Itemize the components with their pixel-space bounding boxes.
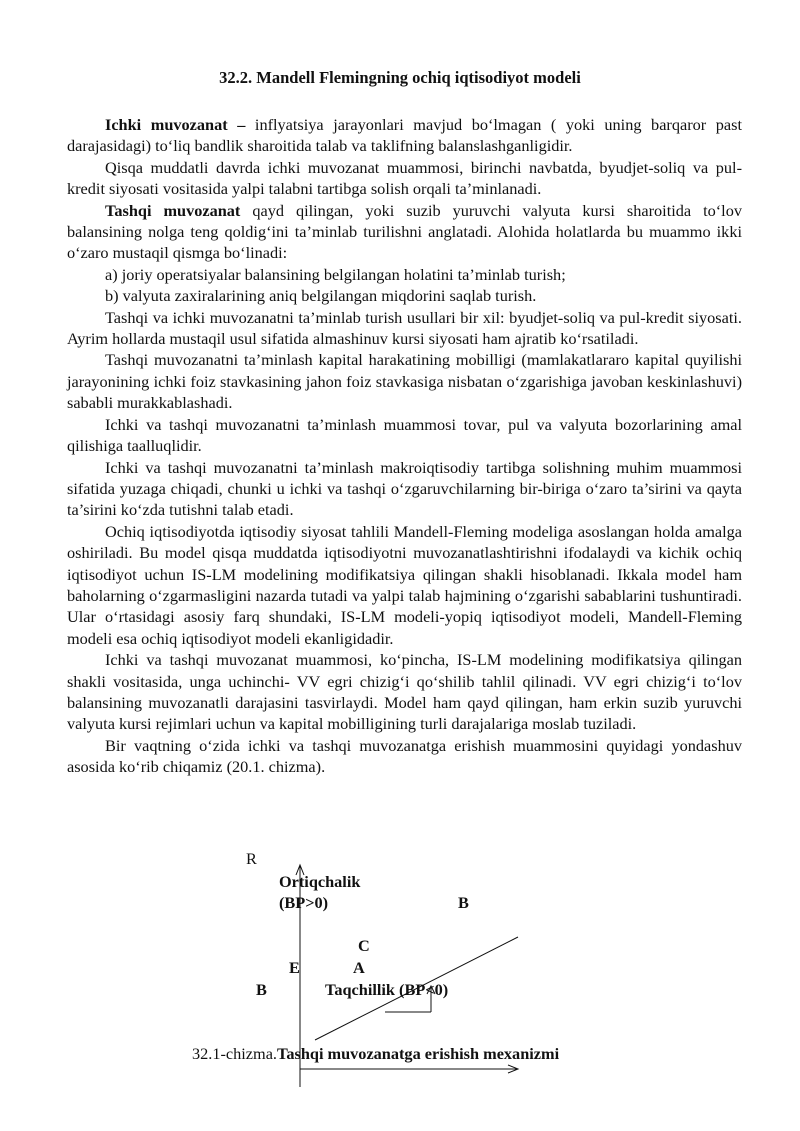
list-item-b: b) valyuta zaxiralarining aniq belgilangan miqdorini saqlab turish. bbox=[105, 286, 537, 306]
paragraph-text: inflyatsiya jarayonlari mavjud bo‘lmagan ( yoki uning barqaror past darajasidagi) to‘liq bandlik sharoitida talab va taklifning balanslashganligidir. bbox=[67, 115, 742, 156]
term-bold: Ichki muvozanat – bbox=[105, 115, 246, 134]
paragraph bbox=[67, 349, 742, 413]
paragraph-text: Tashqi va ichki muvozanatni ta’minlab turish usullari bir xil: byudjet-soliq va pul-kredit siyosati. Ayrim hollarda mustaqil usul sifatida almashinuv kursi siyosati ham ajratib ko‘rsatiladi. bbox=[67, 307, 742, 349]
paragraph-text: Tashqi muvozanatni ta’minlash kapital harakatining mobilligi (mamlakatlararo kapital quyilishi jarayonining ichki foiz stavkasining jahon foiz stavkasiga nisbatan o‘zgarishiga javoban keskinlashuvi) sababli murakkablashadi. bbox=[67, 350, 742, 413]
paragraph-text: Ichki va tashqi muvozanatni ta’minlash muammosi tovar, pul va valyuta bozorlarining amal qilishiga taalluqlidir. bbox=[67, 414, 742, 456]
paragraph bbox=[67, 157, 742, 200]
point-e: E bbox=[289, 958, 300, 977]
paragraph bbox=[67, 521, 742, 649]
paragraph bbox=[67, 285, 742, 306]
list-item-a: a) joriy operatsiyalar balansining belgilangan holatini ta’minlab turish; bbox=[105, 264, 566, 284]
paragraph bbox=[67, 649, 742, 735]
paragraph bbox=[67, 264, 742, 285]
paragraph-text: Bir vaqtning o‘zida ichki va tashqi muvozanatga erishish muammosini quyidagi yondashuv asosida ko‘rib chiqamiz (20.1. chizma). bbox=[67, 735, 742, 777]
paragraph-text: Ichki va tashqi muvozanat muammosi, ko‘pincha, IS-LM modelining modifikatsiya qilingan shakli vositasida, unga uchinchi- VV egri chizig‘i qo‘shilib tahlil qilinadi. VV egri chizig‘i to‘lov balansining muvozanatli darajasini tasvirlaydi. Model ham qayd qilingan, ham erkin suzib yuruvchi valyuta kursi rejimlari uchun va kapital mobilligining turli darajalariga moslab tuziladi. bbox=[67, 650, 742, 734]
paragraph-text: Qisqa muddatli davrda ichki muvozanat muammosi, birinchi navbatda, byudjet-soliq va pul-kredit siyosati vositasida yalpi talabni tartibga solish orqali ta’minlanadi. bbox=[67, 157, 742, 199]
point-b-top: B bbox=[458, 893, 469, 912]
point-c: C bbox=[358, 936, 370, 955]
point-a: A bbox=[353, 958, 365, 977]
caption-title: Tashqi muvozanatga erishish mexanizmi bbox=[277, 1044, 560, 1063]
paragraph bbox=[67, 457, 742, 521]
term-bold: Tashqi muvozanat bbox=[105, 200, 241, 220]
figure-caption bbox=[192, 1044, 559, 1064]
paragraph-text: Ichki va tashqi muvozanatni ta’minlash makroiqtisodiy tartibga solishning muhim muammosi sifatida yuzaga chiqadi, chunki u ichki va tashqi o‘zgaruvchilarning bir-biriga o‘zaro ta’sirini va qayta ta’sirini ko‘zda tutishni talab etadi. bbox=[67, 457, 742, 520]
deficit-label: Taqchillik (BP<0) bbox=[325, 980, 449, 999]
paragraph bbox=[67, 307, 742, 350]
axis-label-r: R bbox=[246, 849, 257, 868]
surplus-condition: (BP>0) bbox=[279, 893, 329, 912]
paragraph bbox=[67, 200, 742, 264]
body-text bbox=[67, 114, 742, 778]
point-b-left: B bbox=[256, 980, 267, 999]
surplus-label: Ortiqchalik bbox=[279, 872, 361, 891]
section-title: 32.2. Mandell Flemingning ochiq iqtisodiyot modeli bbox=[219, 68, 581, 87]
paragraph bbox=[67, 735, 742, 778]
paragraph-text: qayd qilingan, yoki suzib yuruvchi valyuta kursi sharoitida to‘lov balansining nolga teng qoldig‘ini ta’minlab turilishni anglatadi. Alohida holatlarda bu muammo ikki o‘zaro mustaqil qismga bo‘linadi: bbox=[67, 200, 742, 263]
paragraph-text: Ochiq iqtisodiyotda iqtisodiy siyosat tahlili Mandell-Fleming modeliga asoslangan holda amalga oshiriladi. Bu model qisqa muddatda iqtisodiyotni muvozanatlashtirishni ifodalaydi va kichik ochiq iqtisodiyot uchun IS-LM modelining modifikatsiya qilingan shakli hisoblanadi. Ikkala model ham baholarning o‘zgarmasligini nazarda tutadi va yalpi talab hajmining o‘zgarishi sabablarini tushuntiradi. Ular o‘rtasidagi asosiy farq shundaki, IS-LM modeli-yopiq iqtisodiyot modeli, Mandell-Fleming modeli esa ochiq iqtisodiyot modeli ekanligidadir. bbox=[67, 521, 742, 648]
caption-prefix: 32.1-chizma. bbox=[192, 1044, 277, 1063]
paragraph bbox=[67, 114, 742, 157]
external-balance-diagram bbox=[0, 845, 800, 1095]
paragraph bbox=[67, 414, 742, 457]
